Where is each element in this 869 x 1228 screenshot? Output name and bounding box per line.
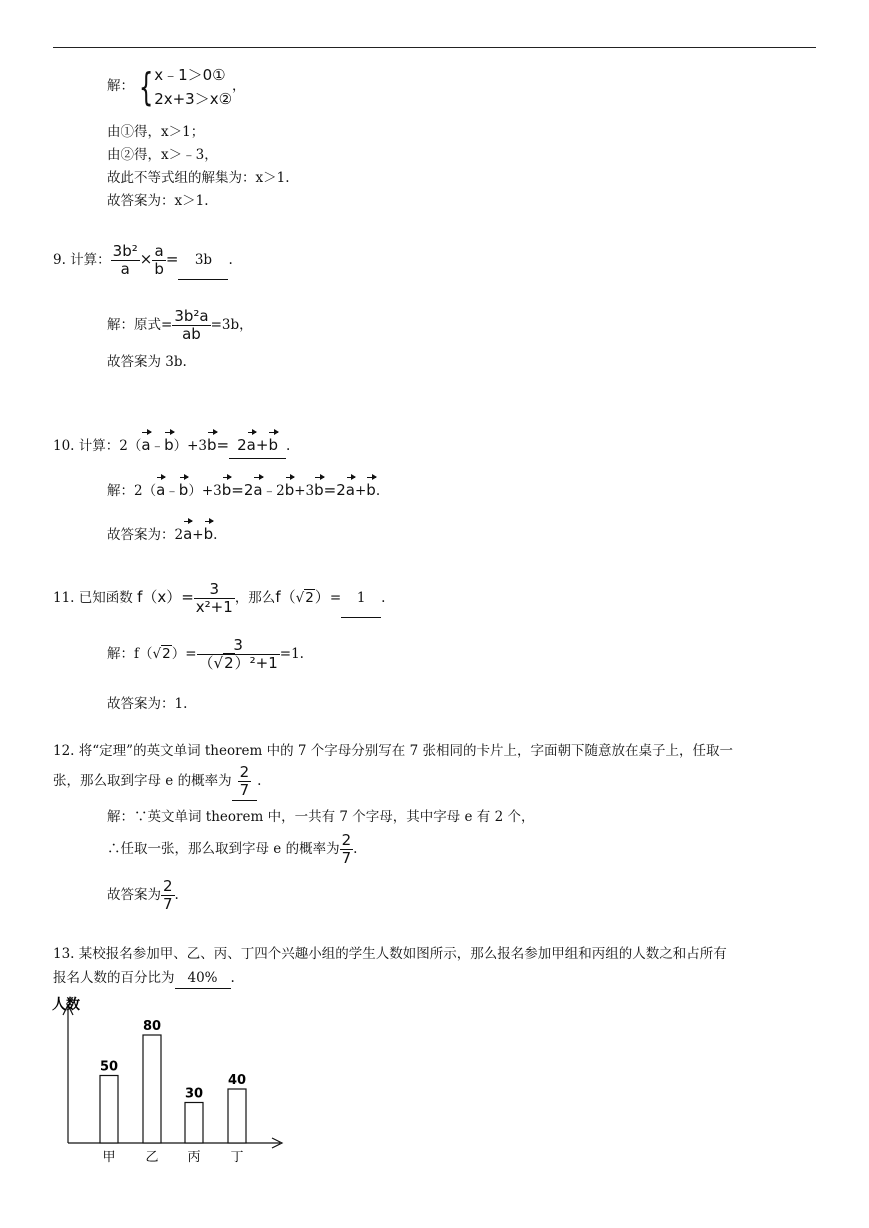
q11-answer-blank: 1: [341, 579, 381, 618]
q9-final: 故答案为 3b.: [107, 354, 187, 370]
bar-2: [185, 1103, 203, 1144]
sol8-line4: 故答案为：x＞1.: [107, 193, 209, 209]
frac-3b2a-over-ab: $\frac{\text{3b²a}}{ab}$: [174, 307, 209, 343]
frac-3-over-x2plus1: $\frac{3}{\text{x²+1}}$: [195, 580, 233, 616]
sqrt-2: √2: [295, 590, 314, 606]
q12-final: 故答案为 $\frac{2}{7}$ .: [107, 877, 179, 913]
q12-line2-text: 张，那么取到字母 e 的概率为: [53, 773, 232, 789]
brace: {: [138, 64, 154, 109]
q11-solution: 解：f（√2）= $\frac{3}{\text{（√2）²+1}}$ =1.: [107, 636, 304, 672]
q10-solution: 解：2（a﹣b）+3b=2a﹣2b+3b=2a+b.: [107, 478, 380, 503]
q9-solution: [107, 306, 253, 344]
q13-line2: 报名人数的百分比为 40% .: [53, 968, 235, 989]
bar-1: [143, 1035, 161, 1143]
q10-question: [53, 433, 290, 459]
eq-sign: =: [165, 250, 179, 268]
bar-chart: [50, 995, 290, 1167]
q12-sol-line2-text: ∴任取一张，那么取到字母 e 的概率为: [107, 841, 340, 857]
q10-prefix: 10. 计算：2（: [53, 438, 142, 454]
y-axis-label: 人数: [52, 997, 80, 1013]
q12-sol-line2: ∴任取一张，那么取到字母 e 的概率为 $\frac{2}{7}$ .: [107, 831, 358, 867]
category-label: 乙: [145, 1150, 159, 1165]
q12-line1: 12. 将“定理”的英文单词 theorem 中的 7 个字母分别写在 7 张相同的卡片上，字面朝下随意放在桌子上，任取一: [53, 743, 733, 759]
bar-0: [100, 1076, 118, 1144]
q11-mid: ，那么: [234, 590, 276, 606]
q10-sol-prefix: 解：2（: [107, 483, 157, 499]
category-label: 丙: [187, 1150, 201, 1165]
q9-question: [53, 240, 233, 280]
category-label: 丁: [230, 1150, 244, 1165]
top-rule: [53, 47, 816, 48]
bar-3: [228, 1089, 246, 1143]
fx: f（x）=: [137, 588, 194, 606]
q9-prefix: 9. 计算：: [53, 252, 111, 268]
q10-mid: ）+3: [173, 438, 207, 454]
frac-3-over-sqrt2sq-plus1: $\frac{3}{\text{（√2）²+1}}$: [198, 636, 278, 672]
minus: ﹣: [150, 438, 165, 454]
times-sign: ×: [139, 250, 153, 268]
category-label: 甲: [102, 1150, 116, 1165]
q11-question: 11. 已知函数 f（x）= $\frac{3}{\text{x²+1}}$ ，那么f（√2）= 1 .: [53, 580, 386, 616]
vector-a: a: [141, 433, 150, 457]
sol8-line3: 故此不等式组的解集为：x＞1.: [107, 170, 290, 186]
ineq-1: x﹣1＞0①: [154, 65, 226, 84]
bar-value-label: 50: [99, 1059, 119, 1075]
bar-value-label: 40: [227, 1073, 247, 1088]
ineq-2: 2x+3＞x②: [154, 89, 233, 108]
bar-value-label: 30: [184, 1086, 204, 1102]
eq: =: [216, 436, 230, 454]
q13-answer-blank: 40%: [175, 968, 231, 989]
frac-3b2-over-a: $\frac{\text{3b²}}{a}$: [112, 242, 138, 278]
q11-prefix: 11. 已知函数: [53, 590, 133, 606]
q12-final-text: 故答案为: [107, 887, 161, 903]
q11-final: 故答案为：1.: [107, 696, 188, 712]
q13-line1: 13. 某校报名参加甲、乙、丙、丁四个兴趣小组的学生人数如图所示，那么报名参加甲组和丙组的人数之和占所有: [53, 946, 727, 962]
frac-a-over-b: $\frac{a}{b}$: [154, 242, 164, 278]
q11-sol-prefix: 解：f（: [107, 646, 153, 662]
sol8-line2: 由②得，x＞﹣3，: [107, 147, 218, 163]
bar-value-label: 80: [142, 1019, 162, 1034]
sol8-line1: 由①得，x＞1；: [107, 124, 205, 140]
sol8-system: [107, 62, 246, 111]
q9-answer-blank: 3b: [178, 241, 228, 280]
q10-final-prefix: 故答案为：2: [107, 527, 184, 543]
period: .: [228, 252, 233, 268]
q12-sol-line1: 解：∵英文单词 theorem 中，一共有 7 个字母，其中字母 e 有 2 个，: [107, 809, 535, 825]
q12-line2: 张，那么取到字母 e 的概率为 $\frac{2}{7}$ .: [53, 763, 262, 799]
q10-final: 故答案为：2a+b.: [107, 522, 217, 547]
sol8-prefix: 解：: [107, 78, 134, 94]
period: .: [285, 438, 291, 454]
vector-b: b: [207, 433, 217, 457]
q9-sol-end: =3b，: [210, 317, 253, 333]
q13-line2-text: 报名人数的百分比为: [53, 970, 175, 986]
q10-answer-blank: 2a+b: [229, 433, 286, 459]
q9-sol-prefix: 解：原式=: [107, 317, 173, 333]
q12-answer-blank: $\frac{2}{7}$: [232, 762, 258, 801]
comma: ，: [232, 78, 246, 94]
vector-b: b: [164, 433, 174, 457]
